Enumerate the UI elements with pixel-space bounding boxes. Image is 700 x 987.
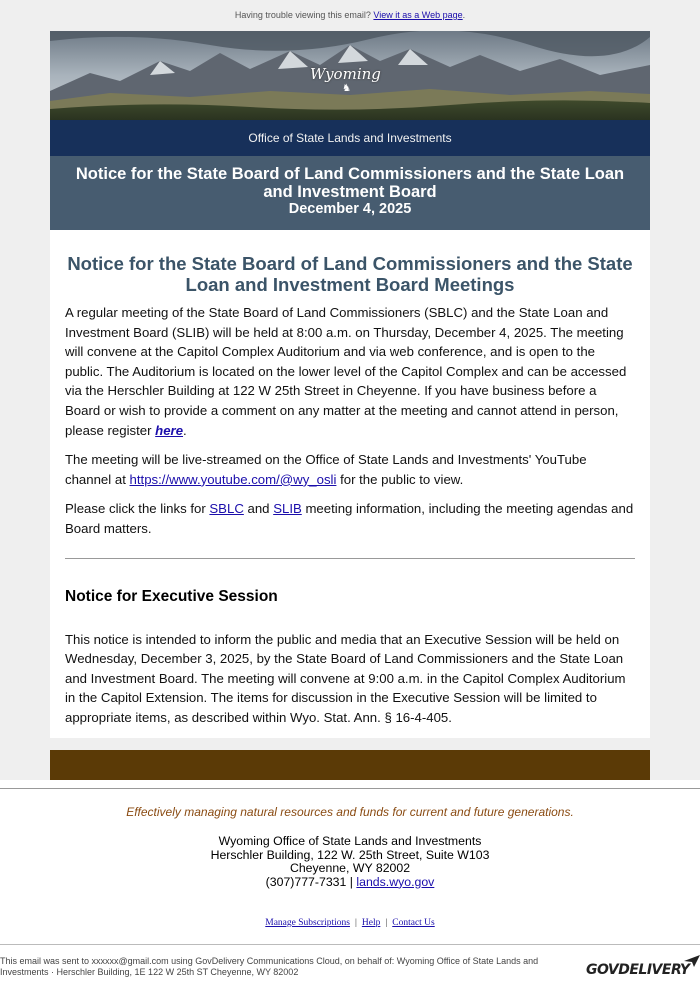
preheader: Having trouble viewing this email? View it as a Web page. <box>234 10 466 20</box>
preheader-text: Having trouble viewing this email? <box>234 10 371 20</box>
main-content <box>50 230 650 728</box>
section-divider <box>65 558 635 559</box>
footer-divider <box>0 788 700 789</box>
manage-subscriptions-link[interactable]: Manage Subscriptions <box>265 918 350 928</box>
notice-title: Notice for the State Board of Land Commissioners and the State Loan and Investment Board <box>75 165 625 201</box>
contact-us-link[interactable]: Contact Us <box>392 918 435 928</box>
phone-number: (307)777-7331 <box>265 874 347 889</box>
register-here-link[interactable]: here <box>155 422 184 438</box>
paper-plane-icon <box>684 955 700 967</box>
sender-disclaimer: This email was sent to xxxxxx@gmail.com using GovDelivery Communications Cloud, on behalf of: Wyoming Office of State Lands and Investments · Herschler Building, 1E 122 W 25th ST Cheyenne, WY 82002 <box>0 956 539 977</box>
email-card <box>50 31 650 738</box>
contact-address <box>0 835 700 889</box>
notice-title-bar <box>50 156 650 230</box>
street-address: Herschler Building, 122 W. 25th Street, Suite W103 <box>210 847 490 862</box>
govdelivery-wordmark: GOVDELIVERY <box>586 962 690 978</box>
brown-footer-bar <box>50 750 650 780</box>
tagline: Effectively managing natural resources and funds for current and future generations. <box>126 805 574 819</box>
wyoming-logo: Wyoming <box>310 65 381 83</box>
website-link[interactable]: lands.wyo.gov <box>356 874 435 889</box>
meeting-paragraph-1: A regular meeting of the State Board of Land Commissioners (SBLC) and the State Loan and Investment Board (SLIB) will be held at 8:00 a.m. on Thursday, December 4, 2025. The meeting will convene at the Capitol Complex Auditorium and via web conference, and is open to the public. The Auditorium is located on the lower level of the Capitol Complex and can be accessed via the Herschler Building at 122 W 25th Street in Cheyenne. If you have business before a Board or wish to provide a comment on any matter at the meeting and cannot attend in person, please register here. <box>65 305 627 438</box>
phone-website-line: (307)777-7331 | lands.wyo.gov <box>265 874 435 889</box>
disclaimer-divider <box>0 944 700 945</box>
office-name-bar: Office of State Lands and Investments <box>50 120 650 156</box>
meeting-heading: Notice for the State Board of Land Commissioners and the State Loan and Investment Board Meetings <box>67 253 633 295</box>
sblc-link[interactable]: SBLC <box>209 501 244 517</box>
slib-link[interactable]: SLIB <box>273 501 302 517</box>
bucking-horse-icon: ♞ <box>342 83 351 94</box>
city-state-zip: Cheyenne, WY 82002 <box>289 861 411 876</box>
govdelivery-logo[interactable] <box>584 953 700 983</box>
meeting-paragraph-3: Please click the links for SBLC and SLIB meeting information, including the meeting agendas and Board matters. <box>65 501 634 536</box>
email-footer <box>0 780 700 987</box>
help-link[interactable]: Help <box>361 918 381 928</box>
notice-date: December 4, 2025 <box>288 201 412 217</box>
org-name: Wyoming Office of State Lands and Investments <box>218 834 482 848</box>
subscription-links: Manage Subscriptions | Help | Contact Us <box>265 918 435 928</box>
meeting-paragraph-2: The meeting will be live-streamed on the Office of State Lands and Investments' YouTube channel at https://www.youtube.com/@wy_osli for the public to view. <box>65 452 587 487</box>
youtube-channel-link[interactable]: https://www.youtube.com/@wy_osli <box>129 471 337 487</box>
header-banner <box>50 31 650 120</box>
view-web-page-link[interactable]: View it as a Web page <box>373 10 463 20</box>
executive-session-heading: Notice for Executive Session <box>65 587 278 605</box>
executive-session-paragraph: This notice is intended to inform the public and media that an Executive Session will be held on Wednesday, December 3, 2025, by the State Board of Land Commissioners and the State Loan and Investment Board. The meeting will convene at 9:00 a.m. in the Capitol Complex Auditorium in the Capitol Extension. The items for discussion in the Executive Session will be limited to appropriate items, as described within Wyo. Stat. Ann. § 16-4-405. <box>65 631 626 725</box>
